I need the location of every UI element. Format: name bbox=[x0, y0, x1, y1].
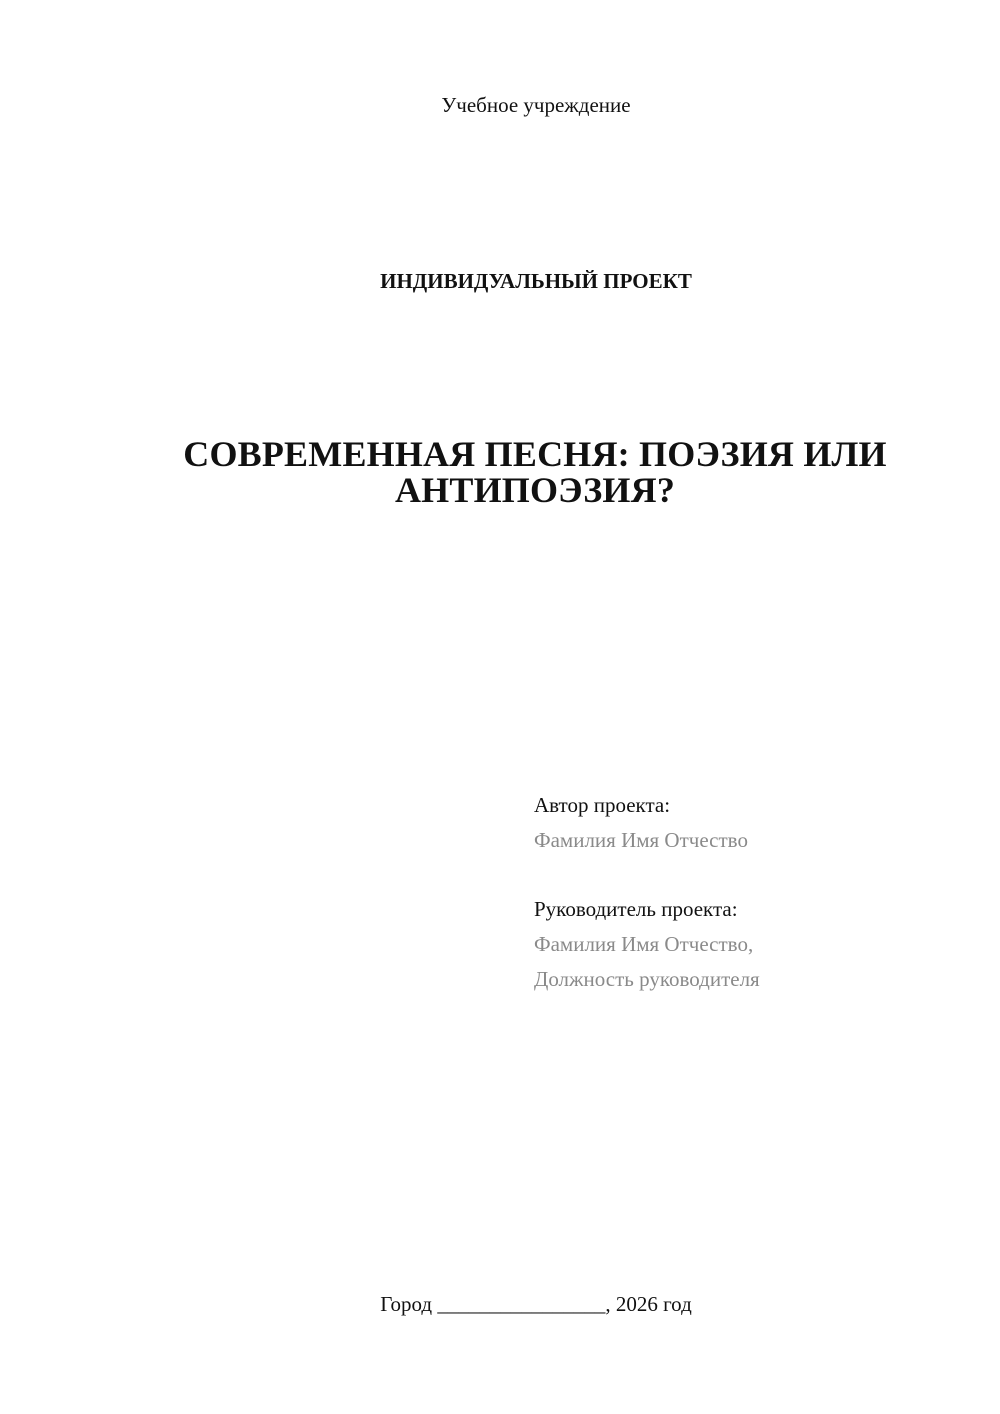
city-year-line: Город ________________, 2026 год bbox=[380, 1292, 692, 1316]
supervisor-position: Должность руководителя bbox=[534, 967, 760, 991]
credits-block bbox=[534, 788, 974, 997]
supervisor-name: Фамилия Имя Отчество, bbox=[534, 932, 754, 956]
author-name: Фамилия Имя Отчество bbox=[534, 828, 748, 852]
author-label: Автор проекта: bbox=[534, 793, 671, 817]
project-type-heading: ИНДИВИДУАЛЬНЫЙ ПРОЕКТ bbox=[380, 269, 692, 293]
project-title bbox=[150, 436, 920, 508]
project-title-line-2: АНТИПОЭЗИЯ? bbox=[394, 470, 676, 510]
institution-name: Учебное учреждение bbox=[441, 93, 631, 117]
project-title-line-1: СОВРЕМЕННАЯ ПЕСНЯ: ПОЭЗИЯ ИЛИ bbox=[183, 434, 887, 474]
credits-spacer bbox=[534, 858, 974, 892]
supervisor-label: Руководитель проекта: bbox=[534, 897, 738, 921]
